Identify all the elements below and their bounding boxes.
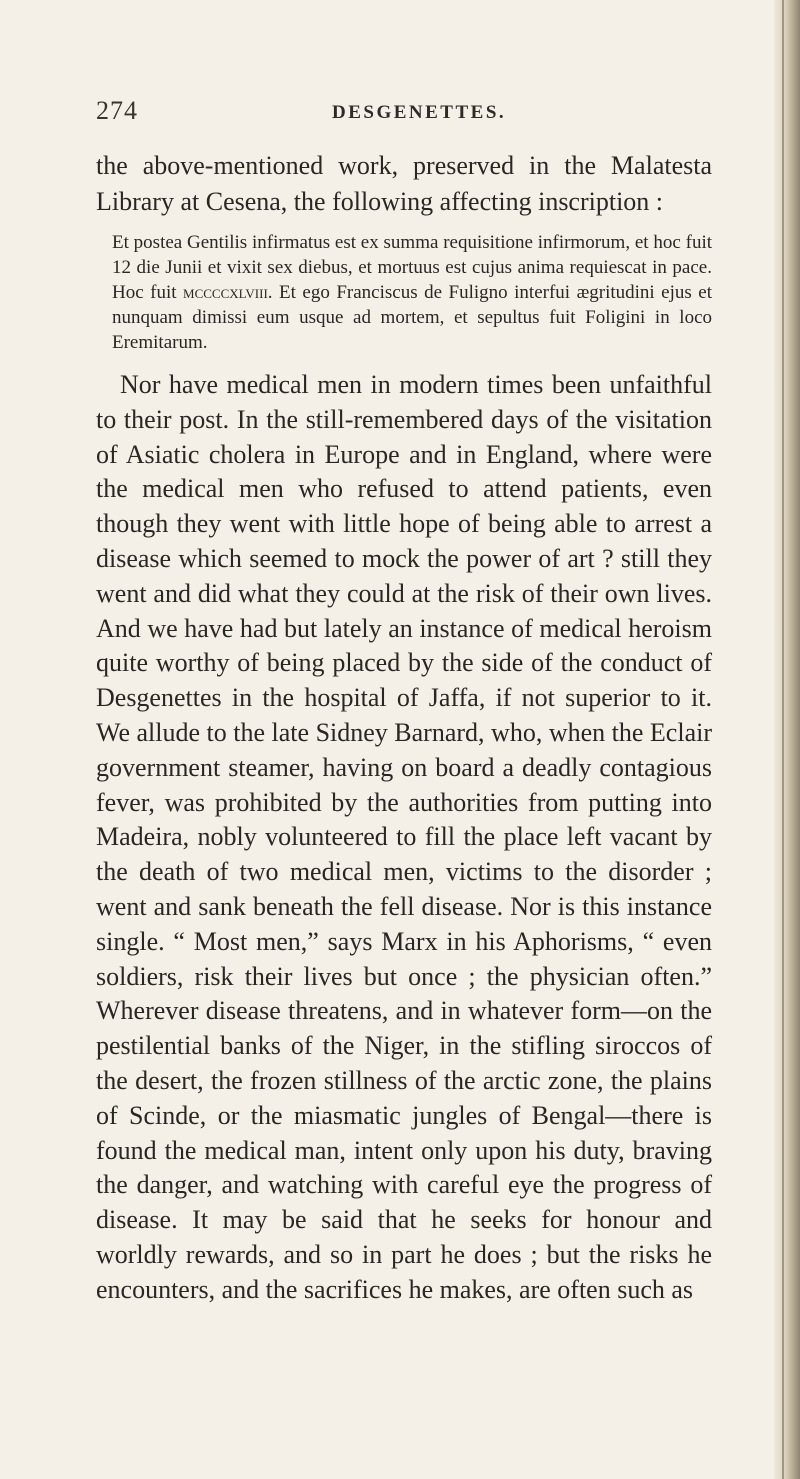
page-binding-edge bbox=[774, 0, 800, 1479]
quote-date: mccccxlviii. bbox=[183, 282, 273, 303]
binding-shadow-line bbox=[782, 0, 784, 1479]
page-header bbox=[96, 96, 706, 132]
quote-text-part-1: Et postea Gentilis infirmatus est ex summa requisitione infirmorum, et hoc fuit 12 die Junii et vixit sex diebus, et mortuus est cujus anima requiescat in pace. Hoc fuit bbox=[112, 232, 712, 303]
paragraph-intro: the above-mentioned work, preserved in the Malatesta Library at Cesena, the following affecting inscription : bbox=[96, 151, 712, 216]
paragraph-main: Nor have medical men in modern times been unfaithful to their post. In the still-remembered days of the visitation of Asiatic cholera in Europe and in England, where were the medical men who refused to attend patients, even though they went with little hope of being able to arrest a disease which seemed to mock the power of art ? still they went and did what they could at the risk of their own lives. And we have had but lately an instance of medical heroism quite worthy of being placed by the side of the conduct of Desgenettes in the hospital of Jaffa, if not superior to it. We allude to the late Sidney Barnard, who, when the Eclair government steamer, having on board a deadly contagious fever, was prohibited by the authorities from putting into Madeira, nobly volunteered to fill the place left vacant by the death of two medical men, victims to the disorder ; went and sank beneath the fell disease. Nor is this instance single. “ Most men,” says Marx in his Aphorisms, “ even soldiers, risk their lives but once ; the physician often.” Wherever disease threatens, and in whatever form—on the pestilential banks of the Niger, in the stifling siroccos of the desert, the frozen stillness of the arctic zone, the plains of Scinde, or the miasmatic jungles of Bengal—there is found the medical man, intent only upon his duty, braving the danger, and watching with careful eye the progress of disease. It may be said that he seeks for honour and worldly rewards, and so in part he does ; but the risks he encounters, and the sacrifices he makes, are often such as bbox=[96, 370, 712, 1304]
quote-text-part-2: Et ego Franciscus de Fuligno interfui ægritudini ejus et nunquam dimissi eum usque ad mortem, et sepultus fuit Foligini in loco Eremitarum. bbox=[112, 282, 712, 353]
running-head: DESGENETTES. bbox=[332, 102, 507, 123]
page-number: 274 bbox=[96, 96, 138, 125]
latin-inscription-quote bbox=[112, 230, 712, 355]
